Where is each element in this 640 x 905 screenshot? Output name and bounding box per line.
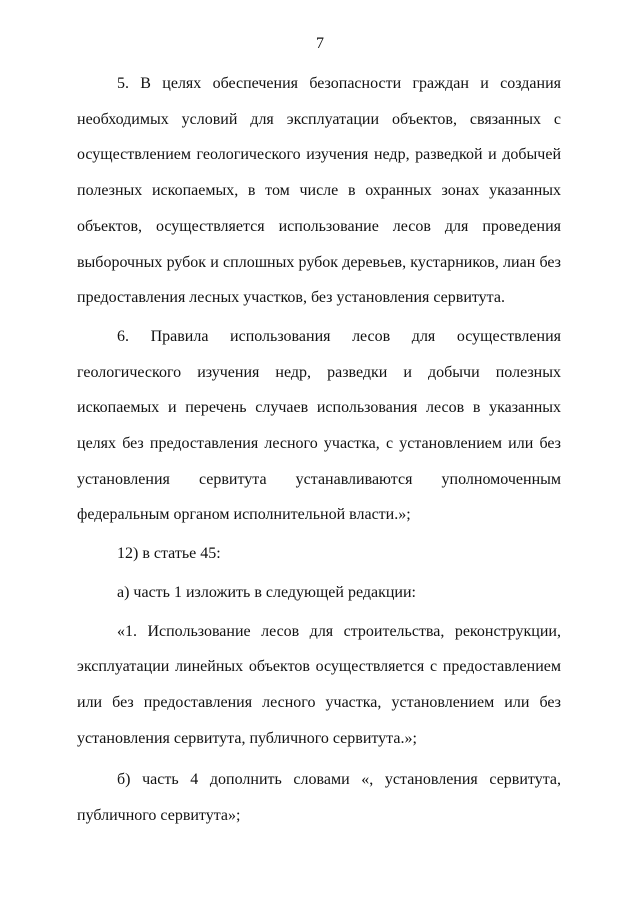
paragraph-quoted-part-1: «1. Использование лесов для строительства, реконструкции, эксплуатации линейных объектов осуществляется с предоставлением или без предоставления лесного участка, установлением или без установления сервитута, публичного сервитута.»; (77, 622, 561, 747)
paragraph-item-5: 5. В целях обеспечения безопасности граждан и создания необходимых условий для эксплуатации объектов, связанных с осуществлением геологического изучения недр, разведкой и добычей полезных ископаемых, в том числе в охранных зонах указанных объектов, осуществляется использование лесов для проведения выборочных рубок и сплошных рубок деревьев, кустарников, лиан без предоставления лесных участков, без установления сервитута. (77, 75, 561, 307)
page-number: 7 (316, 35, 324, 52)
document-body (77, 66, 561, 834)
paragraph-point-12: 12) в статье 45: (117, 545, 221, 563)
paragraph-subpoint-b: б) часть 4 дополнить словами «, установления сервитута, публичного сервитута»; (77, 771, 561, 825)
paragraph-item-6: 6. Правила использования лесов для осуществления геологического изучения недр, разведки и добычи полезных ископаемых и перечень случаев использования лесов в указанных целях без предоставления лесного участка, с установлением или без установления сервитута устанавливаются уполномоченным федеральным органом исполнительной власти.»; (77, 327, 561, 524)
paragraph-subpoint-a: а) часть 1 изложить в следующей редакции: (117, 583, 416, 601)
